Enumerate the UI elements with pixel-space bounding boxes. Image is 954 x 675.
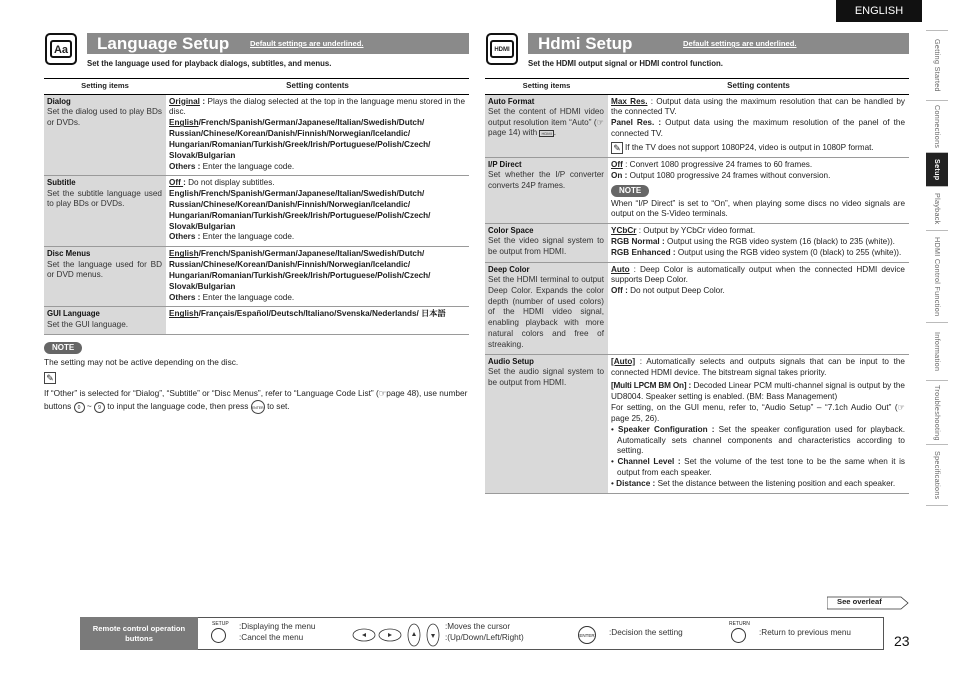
note-text: The setting may not be active depending on the disc. [44,357,239,367]
return-button-icon [731,628,746,643]
side-nav-setup[interactable]: Setup [926,152,948,186]
language-note-block [44,342,469,414]
table-row: Subtitle Set the subtitle language used to play BDs or DVDs. Off : Do not display subtitles. English/French/Spanish/German/Japanese/Italian/Swedish/Dutch/ Russian/Chinese/Korean/Danish/Finnish/Norwegian/Icelandic/ Hungarian/Romanian/Turkish/Greek/Irish/Portuguese/Polish/Czech/ Slovak/Bulgarian Others : Enter the language code. [44,176,469,247]
setting-desc: Set the GUI language. [47,319,129,329]
setup-button-icon [211,628,226,643]
remote-control-label: Remote control operation buttons [80,617,198,650]
return-caption: RETURN [729,621,750,627]
side-nav-connections[interactable]: Connections [926,100,948,152]
default-option: Max Res. [611,96,648,106]
language-options: English/Français/Español/Deutsch/Italiano/Svenska/Nederlands/ 日本語 [169,309,446,319]
default-option: Off [611,159,623,169]
side-nav-information[interactable]: Information [926,322,948,380]
table-row: Color Space Set the video signal system to be output from HDMI. YCbCr : Output by YCbCr video format. RGB Normal : Output using the RGB video system (16 (black) to 235 (white)). RGB Enhanced : Output using the RGB video system (0 (black) to 255 (white)). [485,224,909,262]
bullet-icon: • [611,457,618,467]
aa-icon-text: Aa [50,40,72,58]
table-row: Deep Color Set the HDMI terminal to output Deep Color. Expands the color depth (number of used colors) of the HDMI video signal, enabling playback with more natural colors and free of streaking. Auto : Deep Color is automatically output when the connected HDMI device supports Deep Color. Off : Do not output Deep Color. [485,262,909,354]
default-settings-note: Default settings are underlined. [683,39,797,48]
return-desc: :Return to previous menu [759,628,851,637]
cursor-buttons-icon [352,622,444,648]
col-setting-contents: Setting contents [166,79,469,95]
setting-desc: Set the language used for BD or DVD menus. [47,259,162,280]
setting-label-gui-language: GUI Language [47,309,100,319]
enter-button-icon: ENTER [578,626,596,644]
setup-caption: SETUP [212,621,229,627]
see-overleaf[interactable]: See overleaf [837,597,882,606]
setting-label-disc-menus: Disc Menus [47,249,91,259]
side-nav-specifications[interactable]: Specifications [926,444,948,506]
setting-desc: Set the subtitle language used to play BDs or DVDs. [47,188,162,209]
setting-label-subtitle: Subtitle [47,178,76,188]
setting-label-color-space: Color Space [488,226,534,236]
hdmi-setup-table [485,78,909,494]
language-setup-table [44,78,469,335]
default-option: Original [169,96,200,106]
enter-button-icon: ENTER [251,400,265,414]
language-code-hint: If “Other” is selected for “Dialog”, “Subtitle” or “Disc Menus”, refer to “Language Code List” (☞page 48), use number buttons 0 ~ 9 to input the language code, then press ENTER to set. [44,387,469,414]
number-button-0-icon: 0 [74,402,85,413]
bullet-icon: • [611,424,618,434]
col-setting-items: Setting items [44,79,166,95]
setting-label-auto-format: Auto Format [488,96,535,106]
language-tab: ENGLISH [836,0,922,22]
setup-desc: :Displaying the menu :Cancel the menu [239,622,316,642]
table-row: Auto Format Set the content of HDMI video output resolution item “Auto” (☞page 14) with HDMI . Max Res. : Output data using the maximum resolution that can be handled by the connected TV. Panel Res. : Output data using the maximum resolution of the panel of the connected TV. ✎ If the TV does not support 1080P24, video is output in 1080P format. [485,94,909,157]
default-option: Off [169,178,184,188]
side-nav-getting-started[interactable]: Getting Started [926,30,948,100]
page-ref-icon: ☞ [378,387,387,398]
setting-label-audio-setup: Audio Setup [488,356,534,366]
language-options: English/French/Spanish/German/Japanese/Italian/Swedish/Dutch/ Russian/Chinese/Korean/Danish/Finnish/Norwegian/Icelandic/ Hungarian/Romanian/Turkish/Greek/Irish/Portuguese/Polish/Czech/ Slovak/Bulgarian [169,249,431,291]
language-options: English/French/Spanish/German/Japanese/Italian/Swedish/Dutch/ Russian/Chinese/Korean/Danish/Finnish/Norwegian/Icelandic/ Hungarian/Romanian/Turkish/Greek/Irish/Portuguese/Polish/Czech/ Slovak/Bulgarian [169,118,431,160]
pencil-icon: ✎ [44,372,56,384]
col-setting-contents: Setting contents [608,79,909,95]
language-setup-title: Language Setup [97,34,230,53]
setting-label-dialog: Dialog [47,96,71,106]
default-option: YCbCr [611,226,637,236]
language-setup-title-bar [87,33,469,54]
hdmi-setup-title-bar [528,33,909,54]
setting-label-deep-color: Deep Color [488,264,530,274]
col-setting-items: Setting items [485,79,608,95]
note-tag: NOTE [611,185,649,197]
page-ref-icon: ☞ [596,117,604,127]
page-number: 23 [894,633,910,649]
setting-desc: Set the dialog used to play BDs or DVDs. [47,106,162,127]
language-setup-icon [45,33,77,65]
hdmi-icon-text: HDMI [490,40,514,58]
side-nav [926,30,948,506]
hdmi-setup-subtitle: Set the HDMI output signal or HDMI control function. [528,59,723,68]
language-options: English/French/Spanish/German/Japanese/Italian/Swedish/Dutch/ Russian/Chinese/Korean/Danish/Finnish/Norwegian/Icelandic/ Hungarian/Romanian/Turkish/Greek/Irish/Portuguese/Polish/Czech/ Slovak/Bulgarian [169,189,431,231]
hdmi-setup-icon [486,33,518,65]
pencil-icon: ✎ [611,142,623,154]
default-option: [Auto] [611,356,636,366]
hdmi-setup-title: Hdmi Setup [538,34,633,53]
default-settings-note: Default settings are underlined. [250,39,364,48]
setting-label-ip-direct: I/P Direct [488,159,522,169]
default-option: Auto [611,264,630,274]
language-setup-subtitle: Set the language used for playback dialogs, subtitles, and menus. [87,59,332,68]
enter-desc: :Decision the setting [609,628,683,637]
table-row [44,307,469,334]
table-row: Disc Menus Set the language used for BD or DVD menus. English/French/Spanish/German/Japanese/Italian/Swedish/Dutch/ Russian/Chinese/Korean/Danish/Finnish/Norwegian/Icelandic/ Hungarian/Romanian/Turkish/Greek/Irish/Portuguese/Polish/Czech/ Slovak/Bulgarian Others : Enter the language code. [44,247,469,307]
bullet-icon: • [611,478,617,488]
side-nav-playback[interactable]: Playback [926,186,948,230]
number-button-9-icon: 9 [94,402,105,413]
table-row: Dialog Set the dialog used to play BDs or DVDs. Original : Plays the dialog selected at the top in the language menu stored in the disc. English/French/Spanish/German/Japanese/Italian/Swedish/Dutch/ Russian/Chinese/Korean/Danish/Finnish/Norwegian/Icelandic/ Hungarian/Romanian/Turkish/Greek/Irish/Portuguese/Polish/Czech/ Slovak/Bulgarian Others : Enter the language code. [44,94,469,176]
cursor-desc: :Moves the cursor :(Up/Down/Left/Right) [445,622,524,642]
table-row: Audio Setup Set the audio signal system to be output from HDMI. [Auto] : Automatically selects and outputs signals that can be input to the connected HDMI device. The bitstream signal takes priority. [Multi LPCM BM On] : Decoded Linear PCM multi-channel signal is output by the UD8004. Speaker setting is enabled. (BM: Bass Management) For setting, on the GUI menu, refer to, “Audio Setup” – “7.1ch Audio Out” (☞page 25, 26). • Speaker Configuration : Set the speaker configuration used for playback. Automatically sets channel components and characteristics according to setting. • Channel Level : Set the volume of the test tone to be the same when it is output from each speaker. • Distance : Set the distance between the listening position and each speaker. [485,354,909,493]
side-nav-troubleshooting[interactable]: Troubleshooting [926,380,948,444]
hdmi-icon: HDMI [541,130,552,136]
table-row: I/P Direct Set whether the I/P converter converts 24P frames. Off : Convert 1080 progressive 24 frames to 60 frames. On : Output 1080 progressive 24 frames without conversion. NOTE When “I/P Direct” is set to “On”, when playing some discs no video signals are output on the S-Video terminals. [485,157,909,223]
side-nav-hdmi-control[interactable]: HDMI Control Function [926,230,948,322]
page-ref-icon: ☞ [897,403,905,413]
note-tag: NOTE [44,342,82,354]
